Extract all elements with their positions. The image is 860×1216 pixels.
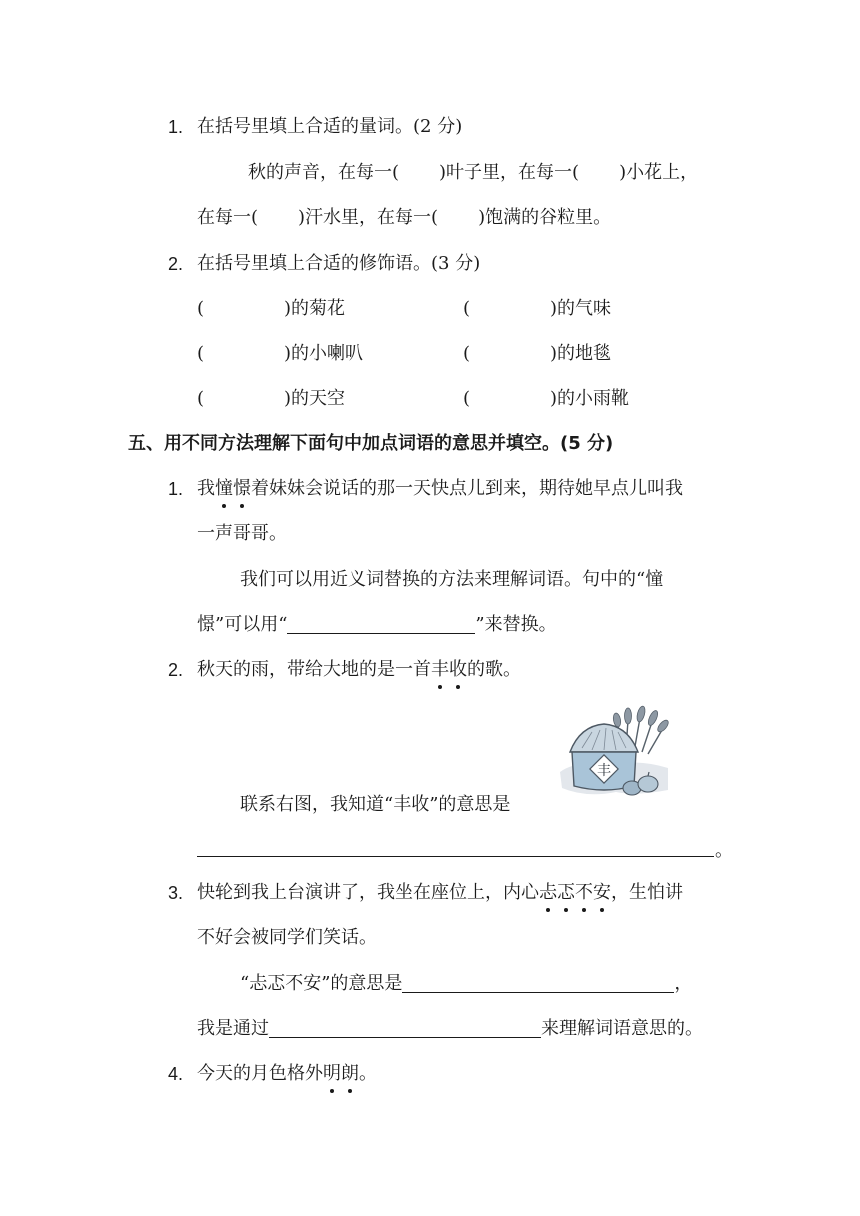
q1-line2 [197,205,611,231]
q2-open-paren: ( [197,343,205,364]
harvest-granary-illustration [556,700,674,804]
q2-item-4-text: )的地毯 [550,343,612,364]
method-answer-blank[interactable] [269,1017,541,1038]
s5-i2-line2: 联系右图，我知道“丰收”的意思是 [240,794,511,815]
meaning-answer-blank[interactable] [402,972,674,993]
dotted-char: 忑 [557,880,575,906]
q1-line1 [248,160,698,186]
q1-line1-c: )小花上， [619,162,699,183]
harvest-meaning-blank[interactable] [197,856,714,857]
s5-i2-line1 [197,657,521,683]
q1-line2-c: )饱满的谷粒里。 [478,207,612,228]
q2-item-1-text: )的菊花 [284,298,346,319]
s5-i1-e1: 憬”可以用“ [197,614,288,635]
dotted-char: 憬 [233,476,251,502]
s5-i3-number: 3. [168,883,184,903]
q2-open-paren: ( [197,298,205,319]
s5-i1-e2: ”来替换。 [475,614,557,635]
q2-item-4 [463,341,611,367]
q2-number: 2. [168,254,184,274]
s5-i1-number: 1. [168,479,184,499]
s5-i1-line1 [197,476,683,502]
q1-line1-b: )叶子里，在每一( [439,162,580,183]
s5-i1-line4 [197,612,557,638]
synonym-answer-blank[interactable] [287,613,475,634]
s5-i1-line2: 一声哥哥。 [197,523,287,544]
s5-i4-a: 今天的月色格外 [197,1063,323,1084]
q1-number: 1. [168,117,184,137]
s5-i1-b: 着妹妹会说话的那一天快点儿到来，期待她早点儿叫我 [251,478,683,499]
dotted-char: 忐 [539,880,557,906]
s5-i3-e1: 我是通过 [197,1018,269,1039]
s5-i2-end: 。 [715,840,733,861]
s5-i3-b: ，生怕讲 [611,882,683,903]
q2-item-3-text: )的小喇叭 [284,343,364,364]
q2-open-paren: ( [197,388,205,409]
dotted-char: 明 [323,1061,341,1087]
dotted-char: 丰 [431,657,449,683]
q2-open-paren: ( [463,388,471,409]
s5-i3-e2: 来理解词语意思的。 [541,1018,703,1039]
q2-item-3 [197,341,363,367]
s5-i4-line1 [197,1061,377,1087]
dotted-char: 不 [575,880,593,906]
q2-item-6-text: )的小雨靴 [550,388,630,409]
dotted-char: 收 [449,657,467,683]
q2-item-2-text: )的气味 [550,298,612,319]
s5-i3-d1t: “忐忑不安”的意思是 [240,973,403,994]
q2-open-paren: ( [463,343,471,364]
q2-title: 在括号里填上合适的修饰语。(3 分) [197,253,481,274]
s5-i4-number: 4. [168,1064,184,1084]
s5-i1-a: 我 [197,478,215,499]
q2-item-5 [197,386,345,412]
dotted-char: 朗 [341,1061,359,1087]
q1-line2-b: )汗水里，在每一( [298,207,439,228]
s5-i2-number: 2. [168,660,184,680]
s5-i3-a: 快轮到我上台演讲了，我坐在座位上，内心 [197,882,539,903]
q2-item-2 [463,296,611,322]
s5-i4-b: 。 [359,1063,377,1084]
s5-i3-line1 [197,880,683,906]
q1-line1-a: 秋的声音，在每一( [248,162,400,183]
s5-i3-line2: 不好会被同学们笑话。 [197,927,377,948]
section-5-title: 五、用不同方法理解下面句中加点词语的意思并填空。(5 分) [128,433,614,454]
s5-i3-d2t: ， [674,973,693,994]
q1-title: 在括号里填上合适的量词。(2 分) [197,116,463,137]
s5-i2-a: 秋天的雨，带给大地的是一首 [197,659,431,680]
s5-i1-line3: 我们可以用近义词替换的方法来理解词语。句中的“憧 [240,569,664,590]
q2-item-5-text: )的天空 [284,388,346,409]
granary-character: 丰 [597,763,611,779]
s5-i3-line4 [197,1016,703,1042]
dotted-char: 安 [593,880,611,906]
q2-item-6 [463,386,629,412]
q1-line2-a: 在每一( [197,207,259,228]
q2-open-paren: ( [463,298,471,319]
dotted-char: 憧 [215,476,233,502]
s5-i3-line3 [240,971,692,997]
q2-item-1 [197,296,345,322]
s5-i2-b: 的歌。 [467,659,521,680]
